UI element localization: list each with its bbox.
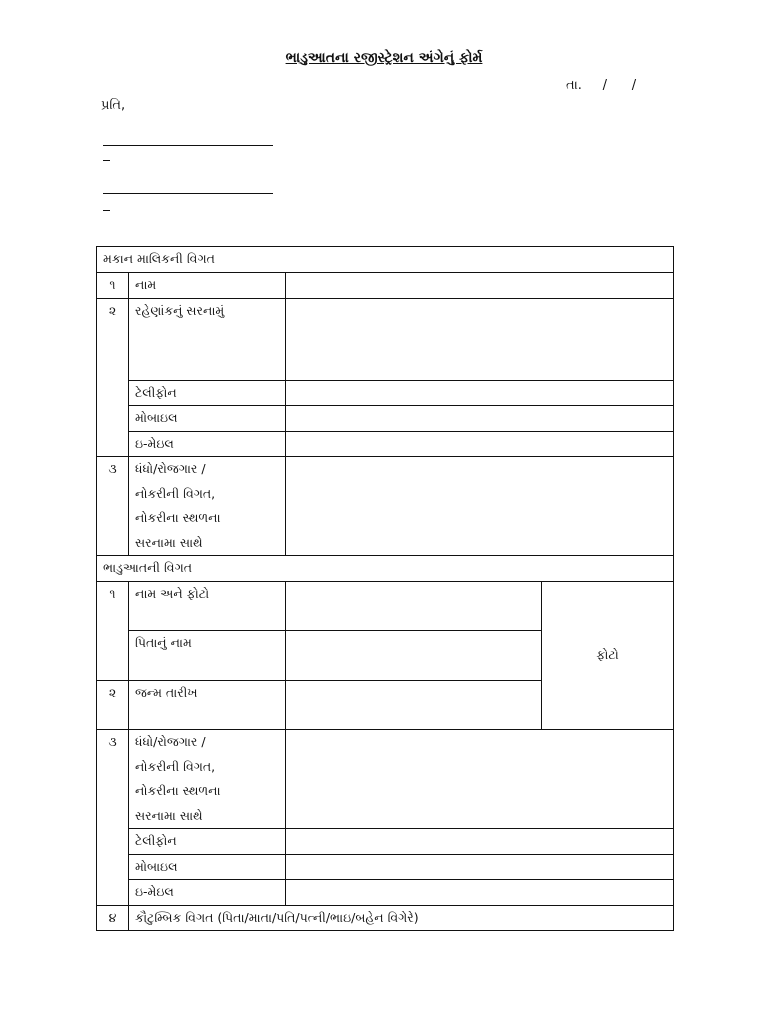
tenant-name-photo-label: નામ અને ફોટો xyxy=(129,582,286,631)
landlord-email-field[interactable] xyxy=(286,431,674,457)
row-number: ૧ xyxy=(97,272,129,298)
address-line-2-dash xyxy=(103,210,110,211)
row-number: ૩ xyxy=(97,730,129,906)
tenant-telephone-label: ટેલીફોન xyxy=(129,829,286,855)
row-number: ૩ xyxy=(97,457,129,556)
landlord-telephone-field[interactable] xyxy=(286,380,674,406)
tenant-father-name-label: પિતાનું નામ xyxy=(129,631,286,681)
landlord-name-label: નામ xyxy=(129,272,286,298)
landlord-occupation-label: ધંધો/રોજગાર / નોકરીની વિગત, નોકરીના સ્થળના સરનામા સાથે xyxy=(129,457,286,556)
row-number: ૪ xyxy=(97,905,129,931)
photo-box[interactable] xyxy=(542,582,674,730)
tenant-email-field[interactable] xyxy=(286,880,674,906)
tenant-birth-date-field[interactable] xyxy=(286,681,542,730)
landlord-mobile-label: મોબાઇલ xyxy=(129,406,286,432)
tenant-father-name-field[interactable] xyxy=(286,631,542,681)
form-title: ભાડુઆતના રજીસ્ટ્રેશન અંગેનું ફોર્મ xyxy=(285,50,483,66)
landlord-occupation-field[interactable] xyxy=(286,457,674,556)
row-number: ૨ xyxy=(97,298,129,457)
to-label: પ્રતિ, xyxy=(101,98,126,113)
landlord-address-label: રહેણાંકનું સરનામું xyxy=(129,298,286,380)
landlord-email-label: ઇ-મેઇલ xyxy=(129,431,286,457)
tenant-telephone-field[interactable] xyxy=(286,829,674,855)
landlord-section-heading: મકાન માલિકની વિગત xyxy=(97,247,674,273)
row-number: ૨ xyxy=(97,681,129,730)
address-line-1-dash xyxy=(103,160,110,161)
registration-table xyxy=(96,246,674,931)
row-number: ૧ xyxy=(97,582,129,681)
tenant-email-label: ઇ-મેઇલ xyxy=(129,880,286,906)
tenant-birth-date-label: જન્મ તારીખ xyxy=(129,681,286,730)
tenant-section-heading: ભાડુઆતની વિગત xyxy=(97,556,674,582)
landlord-name-field[interactable] xyxy=(286,272,674,298)
tenant-occupation-label: ધંધો/રોજગાર / નોકરીની વિગત, નોકરીના સ્થળના સરનામા સાથે xyxy=(129,730,286,829)
landlord-address-field[interactable] xyxy=(286,298,674,380)
photo-label: ફોટો xyxy=(596,647,619,663)
date-field[interactable]: તા. / / xyxy=(566,78,637,93)
tenant-name-field[interactable] xyxy=(286,582,542,631)
family-details-label: કૌટુમ્બિક વિગત (પિતા/માતા/પતિ/પત્ની/ભાઇ/બહેન વિગેરે) xyxy=(129,905,674,931)
landlord-mobile-field[interactable] xyxy=(286,406,674,432)
tenant-mobile-label: મોબાઇલ xyxy=(129,854,286,880)
tenant-occupation-field[interactable] xyxy=(286,730,674,829)
address-line-1[interactable] xyxy=(103,145,273,146)
address-line-2[interactable] xyxy=(103,193,273,194)
landlord-telephone-label: ટેલીફોન xyxy=(129,380,286,406)
tenant-mobile-field[interactable] xyxy=(286,854,674,880)
